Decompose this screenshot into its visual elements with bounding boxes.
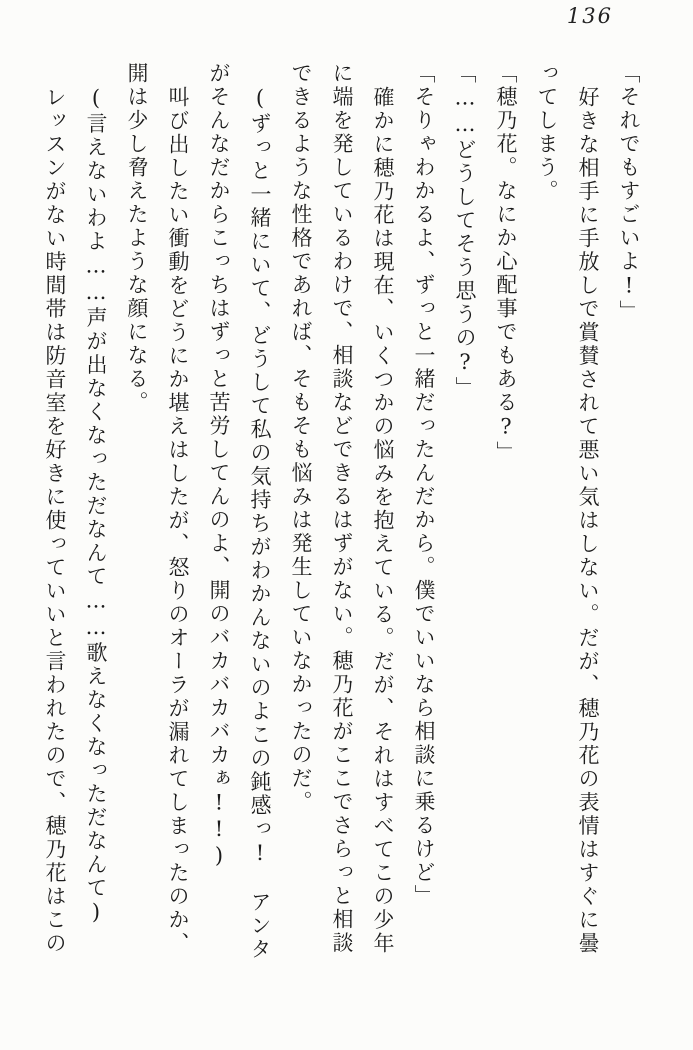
- page-text: [31, 62, 649, 970]
- page-number: 136: [566, 4, 613, 28]
- paragraph-dialogue: 「穂乃花。なにか心配事でもある?」: [494, 62, 518, 465]
- paragraph-dialogue: 「……どうしてそう思うの?」: [453, 62, 477, 400]
- paragraph-dialogue: 「それでもすごいよ!」: [617, 62, 641, 324]
- paragraph-inner-thought: (ずっと一緒にいて、どうして私の気持ちがわかんないのよこの鈍感っ! アンタがそんなだからこっちはずっと苦労してんのよ、開のバカバカバカぁ!!): [207, 62, 272, 961]
- paragraph-narrative: 確かに穂乃花は現在、いくつかの悩みを抱えている。だが、それはすべてこの少年に端を発しているわけで、相談などできるはずがない。穂乃花がここでさらっと相談できるような性格であれば、そもそも悩みは発生していなかったのだ。: [289, 62, 395, 955]
- paragraph-narrative: 叫び出したい衝動をどうにか堪えはしたが、怒りのオーラが漏れてしまったのか、開は少し脅えたような顔になる。: [125, 62, 190, 955]
- paragraph-inner-thought: (言えないわよ……声が出なくなっただなんて……歌えなくなっただなんて): [84, 85, 108, 926]
- paragraph-narrative: 好きな相手に手放しで賞賛されて悪い気はしない。だが、穂乃花の表情はすぐに曇ってしまう。: [535, 62, 600, 955]
- paragraph-narrative: レッスンがない時間帯は防音室を好きに使っていいと言われたので、穂乃花はこの: [43, 85, 67, 955]
- paragraph-dialogue: 「そりゃわかるよ、ずっと一緒だったんだから。僕でいいなら相談に乗るけど」: [412, 62, 436, 908]
